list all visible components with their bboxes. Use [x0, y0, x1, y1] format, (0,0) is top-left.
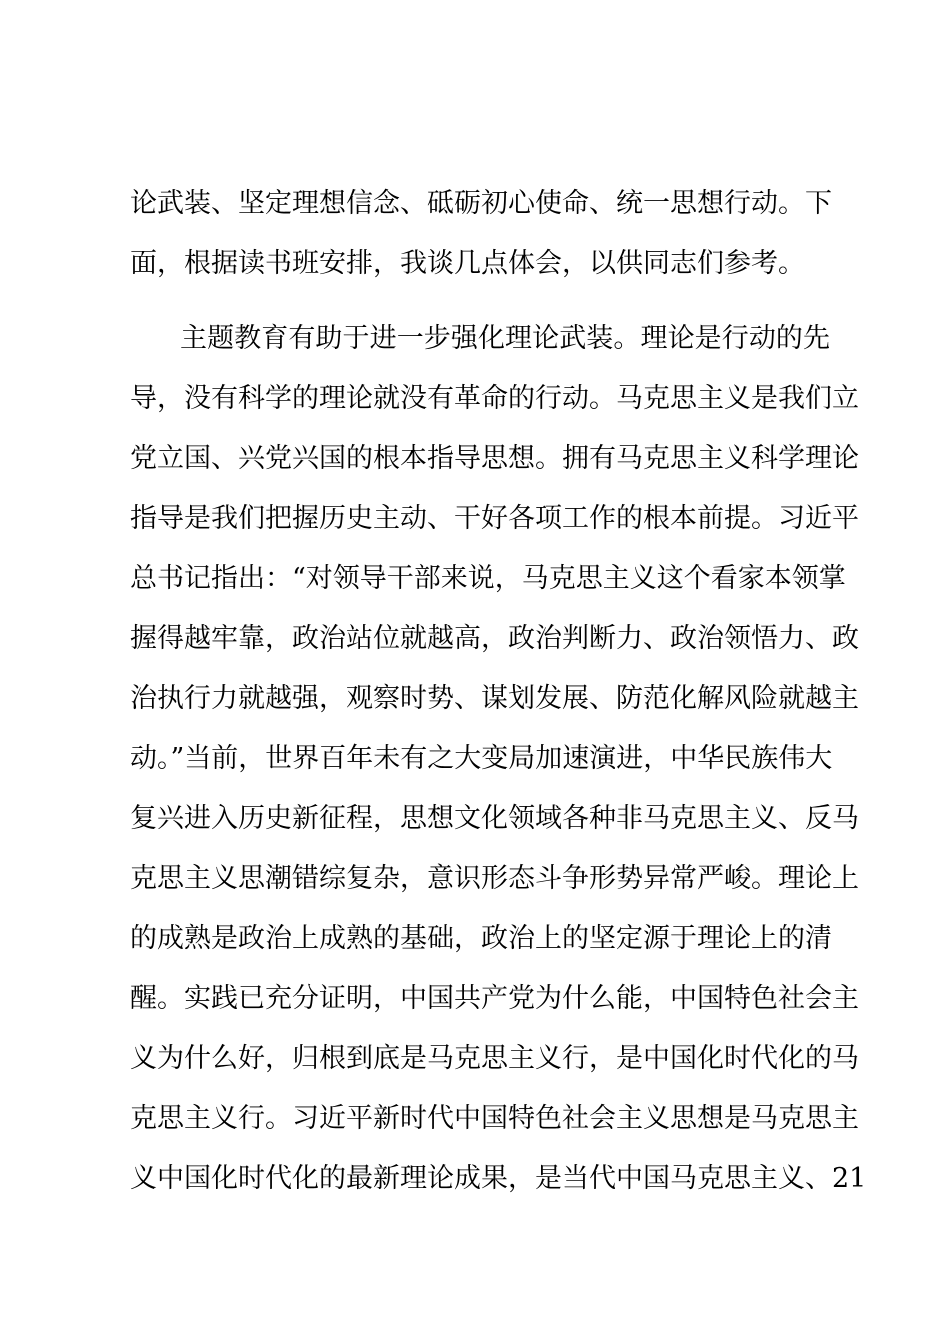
paragraph-2-line-14: 克思主义行。习近平新时代中国特色社会主义思想是马克思主: [130, 1103, 859, 1134]
paragraph-2-line-1: 主题教育有助于进一步强化理论武装。理论是行动的先: [180, 323, 830, 354]
paragraph-2-line-2: 导，没有科学的理论就没有革命的行动。马克思主义是我们立: [130, 383, 859, 414]
paragraph-2-line-6: 握得越牢靠，政治站位就越高，政治判断力、政治领悟力、政: [130, 623, 859, 654]
paragraph-2-line-13: 义为什么好，归根到底是马克思主义行，是中国化时代化的马: [130, 1043, 859, 1074]
paragraph-1-line-1: 论武装、坚定理想信念、砥砺初心使命、统一思想行动。下: [130, 188, 832, 219]
paragraph-2-line-5: 总书记指出：“对领导干部来说，马克思主义这个看家本领掌: [130, 563, 846, 594]
paragraph-2-line-11: 的成熟是政治上成熟的基础，政治上的坚定源于理论上的清: [130, 923, 832, 954]
paragraph-2-line-15: 义中国化时代化的最新理论成果，是当代中国马克思主义、21: [130, 1163, 867, 1194]
paragraph-1-line-2: 面，根据读书班安排，我谈几点体会，以供同志们参考。: [130, 248, 805, 279]
paragraph-2-line-3: 党立国、兴党兴国的根本指导思想。拥有马克思主义科学理论: [130, 443, 859, 474]
paragraph-2-line-10: 克思主义思潮错综复杂，意识形态斗争形势异常严峻。理论上: [130, 863, 859, 894]
paragraph-2-line-12: 醒。实践已充分证明，中国共产党为什么能，中国特色社会主: [130, 983, 859, 1014]
paragraph-2-line-9: 复兴进入历史新征程，思想文化领域各种非马克思主义、反马: [130, 803, 859, 834]
paragraph-2-line-7: 治执行力就越强，观察时势、谋划发展、防范化解风险就越主: [130, 683, 859, 714]
paragraph-2-line-4: 指导是我们把握历史主动、干好各项工作的根本前提。习近平: [130, 503, 859, 534]
paragraph-2-line-8: 动。”当前，世界百年未有之大变局加速演进，中华民族伟大: [130, 743, 833, 774]
